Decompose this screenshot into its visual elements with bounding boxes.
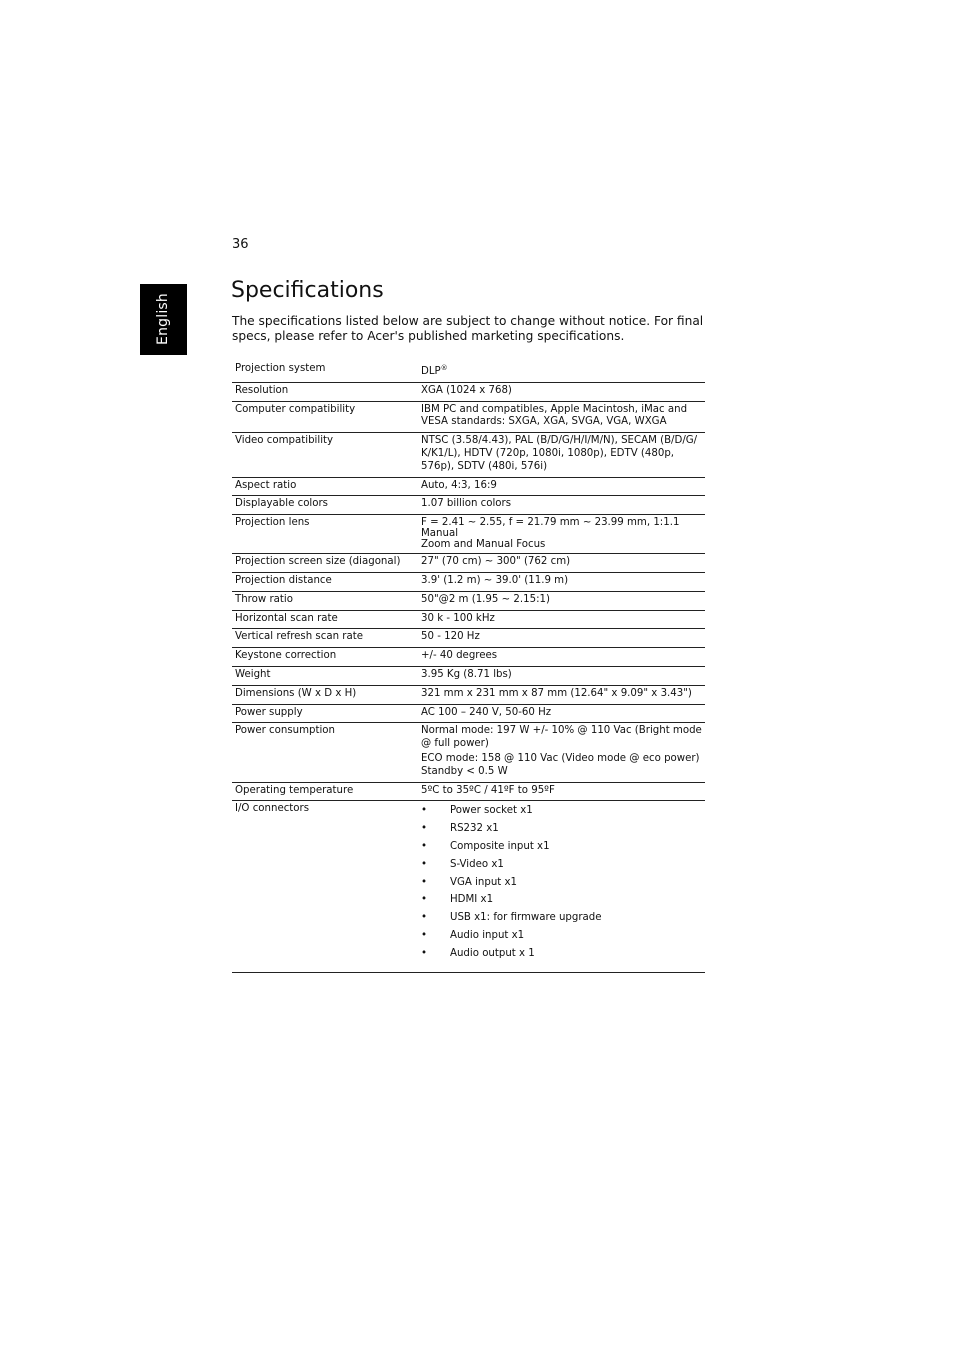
spec-label: Projection distance	[232, 572, 417, 591]
table-row	[232, 591, 705, 610]
table-row	[232, 361, 705, 382]
intro-paragraph: The specifications listed below are subject to change without notice. For final specs, please refer to Acer's published marketing specifications.	[232, 314, 704, 343]
list-item-text: Composite input x1	[450, 840, 550, 852]
spec-value: +/- 40 degrees	[417, 648, 705, 667]
language-side-tab-label: English	[155, 293, 171, 345]
bullet-icon: •	[421, 858, 428, 870]
spec-value	[417, 401, 705, 433]
spec-label: Aspect ratio	[232, 477, 417, 496]
list-item-text: Audio input x1	[450, 929, 525, 941]
spec-value: 50"@2 m (1.95 ~ 2.15:1)	[417, 591, 705, 610]
spec-value: AC 100 – 240 V, 50-60 Hz	[417, 704, 705, 723]
list-item-text: RS232 x1	[450, 823, 499, 835]
spec-value	[417, 723, 705, 782]
bullet-icon: •	[421, 912, 428, 924]
spec-value: 1.07 billion colors	[417, 496, 705, 515]
spec-value: XGA (1024 x 768)	[417, 382, 705, 401]
list-item	[421, 893, 703, 911]
bullet-icon: •	[421, 823, 428, 835]
specifications-table	[232, 361, 705, 973]
table-row	[232, 629, 705, 648]
spec-value-line: K/K1/L), HDTV (720p, 1080i, 1080p), EDTV (480p,	[421, 447, 675, 459]
spec-value-line: @ full power)	[421, 738, 489, 750]
spec-value-line: Standby < 0.5 W	[421, 765, 508, 777]
spec-value-line: 576p), SDTV (480i, 576i)	[421, 460, 548, 472]
spec-value-line: IBM PC and compatibles, Apple Macintosh, iMac and	[421, 403, 688, 415]
list-item	[421, 822, 703, 840]
table-row	[232, 572, 705, 591]
table-row	[232, 648, 705, 667]
table-row	[232, 782, 705, 801]
table-row	[232, 610, 705, 629]
spec-label: Dimensions (W x D x H)	[232, 685, 417, 704]
spec-value-text: DLP	[421, 366, 441, 377]
spec-label: Weight	[232, 666, 417, 685]
page-number: 36	[232, 237, 249, 252]
spec-value: 321 mm x 231 mm x 87 mm (12.64" x 9.09" x 3.43")	[417, 685, 705, 704]
spec-label: Power supply	[232, 704, 417, 723]
spec-label: Operating temperature	[232, 782, 417, 801]
list-item-text: USB x1: for firmware upgrade	[450, 912, 602, 924]
spec-value: 3.95 Kg (8.71 lbs)	[417, 666, 705, 685]
table-row	[232, 382, 705, 401]
list-item	[421, 911, 703, 929]
table-row	[232, 554, 705, 573]
spec-label: Power consumption	[232, 723, 417, 782]
spec-label: Horizontal scan rate	[232, 610, 417, 629]
spec-value-line: Normal mode: 197 W +/- 10% @ 110 Vac (Bright mode	[421, 725, 702, 737]
list-item	[421, 947, 703, 965]
spec-value-line: ECO mode: 158 @ 110 Vac (Video mode @ eco power)	[421, 752, 700, 764]
list-item-text: VGA input x1	[450, 876, 518, 888]
spec-label: Throw ratio	[232, 591, 417, 610]
bullet-icon: •	[421, 894, 428, 906]
table-row	[232, 496, 705, 515]
bullet-icon: •	[421, 805, 428, 817]
list-item	[421, 929, 703, 947]
bullet-icon: •	[421, 947, 428, 959]
spec-value	[417, 515, 705, 554]
list-item-text: HDMI x1	[450, 894, 494, 906]
list-item	[421, 804, 703, 822]
spec-label: Resolution	[232, 382, 417, 401]
spec-value-line: Zoom and Manual Focus	[421, 539, 546, 551]
table-row	[232, 515, 705, 554]
page-title: Specifications	[231, 278, 384, 303]
bullet-icon: •	[421, 840, 428, 852]
spec-value-line: VESA standards: SXGA, XGA, SVGA, VGA, WXGA	[421, 416, 667, 428]
spec-label: Vertical refresh scan rate	[232, 629, 417, 648]
spec-value	[417, 361, 705, 382]
spec-label: Projection system	[232, 361, 417, 382]
language-side-tab	[140, 284, 187, 355]
spec-value-line: NTSC (3.58/4.43), PAL (B/D/G/H/I/M/N), SECAM (B/D/G/	[421, 435, 698, 447]
io-connector-list	[421, 804, 703, 964]
list-item	[421, 840, 703, 858]
list-item-text: Audio output x 1	[450, 947, 535, 959]
spec-label: Projection screen size (diagonal)	[232, 554, 417, 573]
table-row	[232, 666, 705, 685]
spec-value: 3.9' (1.2 m) ~ 39.0' (11.9 m)	[417, 572, 705, 591]
table-row	[232, 477, 705, 496]
spec-value	[417, 801, 705, 972]
spec-label: Keystone correction	[232, 648, 417, 667]
table-row	[232, 801, 705, 972]
bullet-icon: •	[421, 876, 428, 888]
spec-value: 30 k - 100 kHz	[417, 610, 705, 629]
spec-value: Auto, 4:3, 16:9	[417, 477, 705, 496]
list-item	[421, 876, 703, 894]
table-row	[232, 433, 705, 477]
spec-value	[417, 433, 705, 477]
spec-label: Computer compatibility	[232, 401, 417, 433]
registered-mark: ®	[440, 364, 448, 372]
list-item-text: Power socket x1	[450, 805, 533, 817]
spec-label: Displayable colors	[232, 496, 417, 515]
list-item	[421, 858, 703, 876]
spec-label: Video compatibility	[232, 433, 417, 477]
spec-value: 5ºC to 35ºC / 41ºF to 95ºF	[417, 782, 705, 801]
list-item-text: S-Video x1	[450, 858, 504, 870]
bullet-icon: •	[421, 929, 428, 941]
spec-label: I/O connectors	[232, 801, 417, 972]
table-row	[232, 704, 705, 723]
spec-label: Projection lens	[232, 515, 417, 554]
spec-value: 50 - 120 Hz	[417, 629, 705, 648]
table-row	[232, 723, 705, 782]
table-row	[232, 685, 705, 704]
spec-value-line: F = 2.41 ~ 2.55, f = 21.79 mm ~ 23.99 mm, 1:1.1 Manual	[421, 517, 680, 540]
spec-value: 27" (70 cm) ~ 300" (762 cm)	[417, 554, 705, 573]
table-row	[232, 401, 705, 433]
